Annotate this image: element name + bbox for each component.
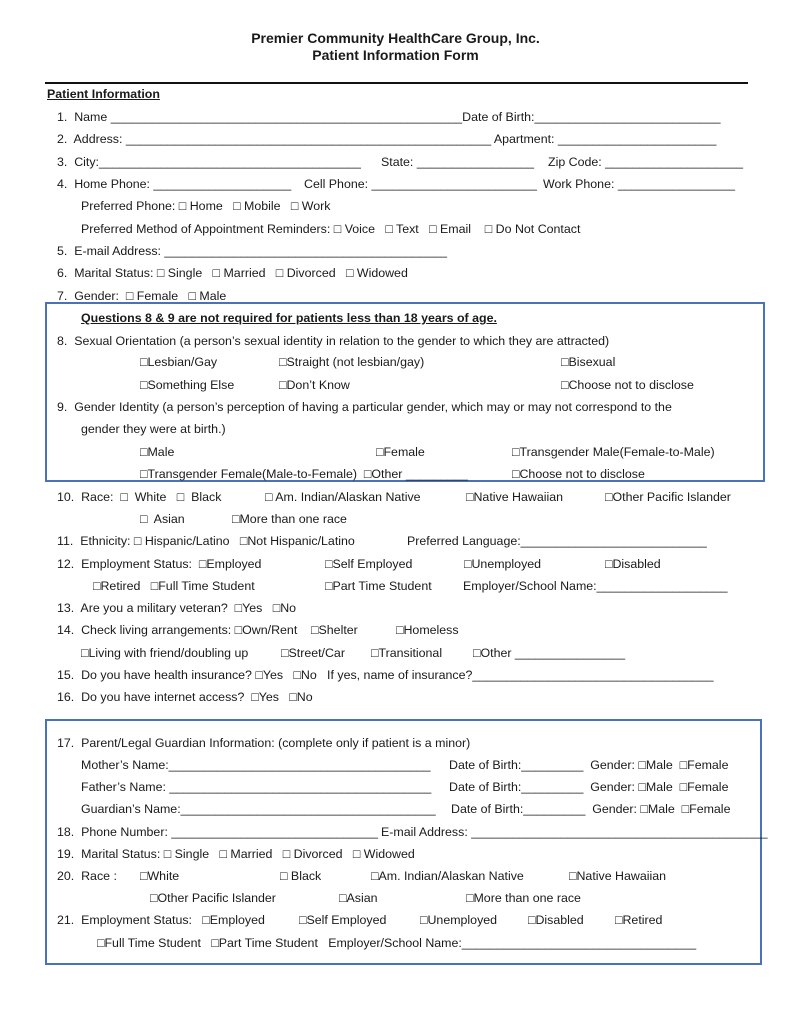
guardian-employment-unemployed[interactable]: □Unemployed	[420, 913, 498, 927]
race-other-pacific[interactable]: □Other Pacific Islander	[605, 490, 731, 504]
guardian-employment-retired[interactable]: □Retired	[615, 913, 663, 927]
guardian-employment-employed[interactable]: 21. Employment Status: □Employed	[57, 913, 265, 927]
employment-employed[interactable]: 12. Employment Status: □Employed	[57, 557, 262, 571]
option-not-disclose-orientation[interactable]: □Choose not to disclose	[561, 378, 694, 392]
guardian-race-label: 20. Race :	[57, 869, 117, 883]
guardian-race-asian[interactable]: □Asian	[339, 891, 378, 905]
internet-access-options[interactable]: 16. Do you have internet access? □Yes □No	[57, 690, 313, 704]
option-straight[interactable]: □Straight (not lesbian/gay)	[279, 355, 425, 369]
guardian-email-field[interactable]: E-mail Address: ___________________________________________	[381, 825, 768, 839]
option-lesbian-gay[interactable]: □Lesbian/Gay	[140, 355, 218, 369]
option-female[interactable]: □Female	[376, 445, 425, 459]
employment-part-time[interactable]: □Part Time Student	[325, 579, 432, 593]
name-line[interactable]: 1. Name ___________________________________________________Date of Birth:___________________________	[57, 110, 721, 124]
sexual-orientation-question: 8. Sexual Orientation (a person’s sexual identity in relation to the gender to which they are attracted)	[57, 334, 610, 348]
option-dont-know[interactable]: □Don’t Know	[279, 378, 350, 392]
preferred-language-field[interactable]: Preferred Language:___________________________	[407, 534, 707, 548]
state-field[interactable]: State: _________________	[381, 155, 534, 169]
org-name: Premier Community HealthCare Group, Inc.	[251, 30, 540, 46]
marital-status-options[interactable]: 6. Marital Status: □ Single □ Married □ Divorced □ Widowed	[57, 266, 408, 280]
insurance-line[interactable]: 15. Do you have health insurance? □Yes □No If yes, name of insurance?___________________________________	[57, 668, 714, 682]
option-not-disclose-gender[interactable]: □Choose not to disclose	[512, 467, 645, 481]
guardian-race-black[interactable]: □ Black	[280, 869, 322, 883]
employment-self-employed[interactable]: □Self Employed	[325, 557, 413, 571]
guardian-phone-field[interactable]: 18. Phone Number: ______________________________	[57, 825, 379, 839]
section-heading: Patient Information	[47, 87, 160, 101]
city-field[interactable]: 3. City:______________________________________	[57, 155, 361, 169]
option-bisexual[interactable]: □Bisexual	[561, 355, 616, 369]
guardian-race-more-than-one[interactable]: □More than one race	[466, 891, 581, 905]
address-line[interactable]: 2. Address: _____________________________________________________ Apartment: _______________________	[57, 132, 717, 146]
race-white-black[interactable]: 10. Race: □ White □ Black	[57, 490, 222, 504]
father-name-field[interactable]: Father’s Name: ______________________________________	[81, 780, 432, 794]
living-own-shelter[interactable]: 14. Check living arrangements: □Own/Rent □Shelter	[57, 623, 358, 637]
guardian-marital-status[interactable]: 19. Marital Status: □ Single □ Married □ Divorced □ Widowed	[57, 847, 415, 861]
living-homeless[interactable]: □Homeless	[396, 623, 459, 637]
living-transitional[interactable]: □Transitional	[371, 646, 443, 660]
header-rule	[45, 82, 748, 84]
guardian-race-other-pacific[interactable]: □Other Pacific Islander	[150, 891, 276, 905]
guardian-student-employer[interactable]: □Full Time Student □Part Time Student Employer/School Name:__________________________________	[97, 936, 697, 950]
guardian-box	[45, 719, 762, 965]
living-street-car[interactable]: □Street/Car	[281, 646, 345, 660]
option-male[interactable]: □Male	[140, 445, 175, 459]
guardian-employment-disabled[interactable]: □Disabled	[528, 913, 584, 927]
veteran-options[interactable]: 13. Are you a military veteran? □Yes □No	[57, 601, 297, 615]
race-asian[interactable]: □ Asian	[140, 512, 185, 526]
guardian-race-white[interactable]: □White	[140, 869, 180, 883]
zip-field[interactable]: Zip Code: ____________________	[548, 155, 743, 169]
mother-dob-gender[interactable]: Date of Birth:_________ Gender: □Male □Female	[449, 758, 729, 772]
guardian-employment-self[interactable]: □Self Employed	[299, 913, 387, 927]
home-phone-field[interactable]: 4. Home Phone: ____________________	[57, 177, 292, 191]
employment-unemployed[interactable]: □Unemployed	[464, 557, 542, 571]
form-title: Patient Information Form	[312, 47, 479, 63]
gender-identity-question-cont: gender they were at birth.)	[81, 422, 226, 436]
reminder-method-options[interactable]: Preferred Method of Appointment Reminders: □ Voice □ Text □ Email □ Do Not Contact	[81, 222, 581, 236]
q89-note: Questions 8 & 9 are not required for patients less than 18 years of age.	[81, 311, 497, 325]
living-other[interactable]: □Other ________________	[473, 646, 626, 660]
guardian-race-native-hawaiian[interactable]: □Native Hawaiian	[569, 869, 667, 883]
father-dob-gender[interactable]: Date of Birth:_________ Gender: □Male □Female	[449, 780, 729, 794]
guardian-dob-gender[interactable]: Date of Birth:_________ Gender: □Male □Female	[451, 802, 731, 816]
employer-school-field[interactable]: Employer/School Name:___________________	[463, 579, 728, 593]
race-am-indian[interactable]: □ Am. Indian/Alaskan Native	[265, 490, 421, 504]
option-transgender-male[interactable]: □Transgender Male(Female-to-Male)	[512, 445, 715, 459]
guardian-race-am-indian[interactable]: □Am. Indian/Alaskan Native	[371, 869, 524, 883]
ethnicity-options[interactable]: 11. Ethnicity: □ Hispanic/Latino □Not Hispanic/Latino	[57, 534, 355, 548]
mother-name-field[interactable]: Mother’s Name:______________________________________	[81, 758, 431, 772]
cell-phone-field[interactable]: Cell Phone: ________________________	[304, 177, 537, 191]
work-phone-field[interactable]: Work Phone: _________________	[543, 177, 735, 191]
gender-identity-question: 9. Gender Identity (a person’s perception of having a particular gender, which may or may not correspond to the	[57, 400, 672, 414]
email-field[interactable]: 5. E-mail Address: _________________________________________	[57, 244, 447, 258]
preferred-phone-options[interactable]: Preferred Phone: □ Home □ Mobile □ Work	[81, 199, 331, 213]
race-native-hawaiian[interactable]: □Native Hawaiian	[466, 490, 564, 504]
gender-options[interactable]: 7. Gender: □ Female □ Male	[57, 289, 227, 303]
employment-retired-student[interactable]: □Retired □Full Time Student	[93, 579, 255, 593]
employment-disabled[interactable]: □Disabled	[605, 557, 661, 571]
race-more-than-one[interactable]: □More than one race	[232, 512, 347, 526]
living-with-friend[interactable]: □Living with friend/doubling up	[81, 646, 249, 660]
option-something-else[interactable]: □Something Else	[140, 378, 235, 392]
option-transgender-female-other[interactable]: □Transgender Female(Male-to-Female) □Other _________	[140, 467, 468, 481]
guardian-heading: 17. Parent/Legal Guardian Information: (complete only if patient is a minor)	[57, 736, 471, 750]
guardian-name-field[interactable]: Guardian’s Name:_____________________________________	[81, 802, 436, 816]
